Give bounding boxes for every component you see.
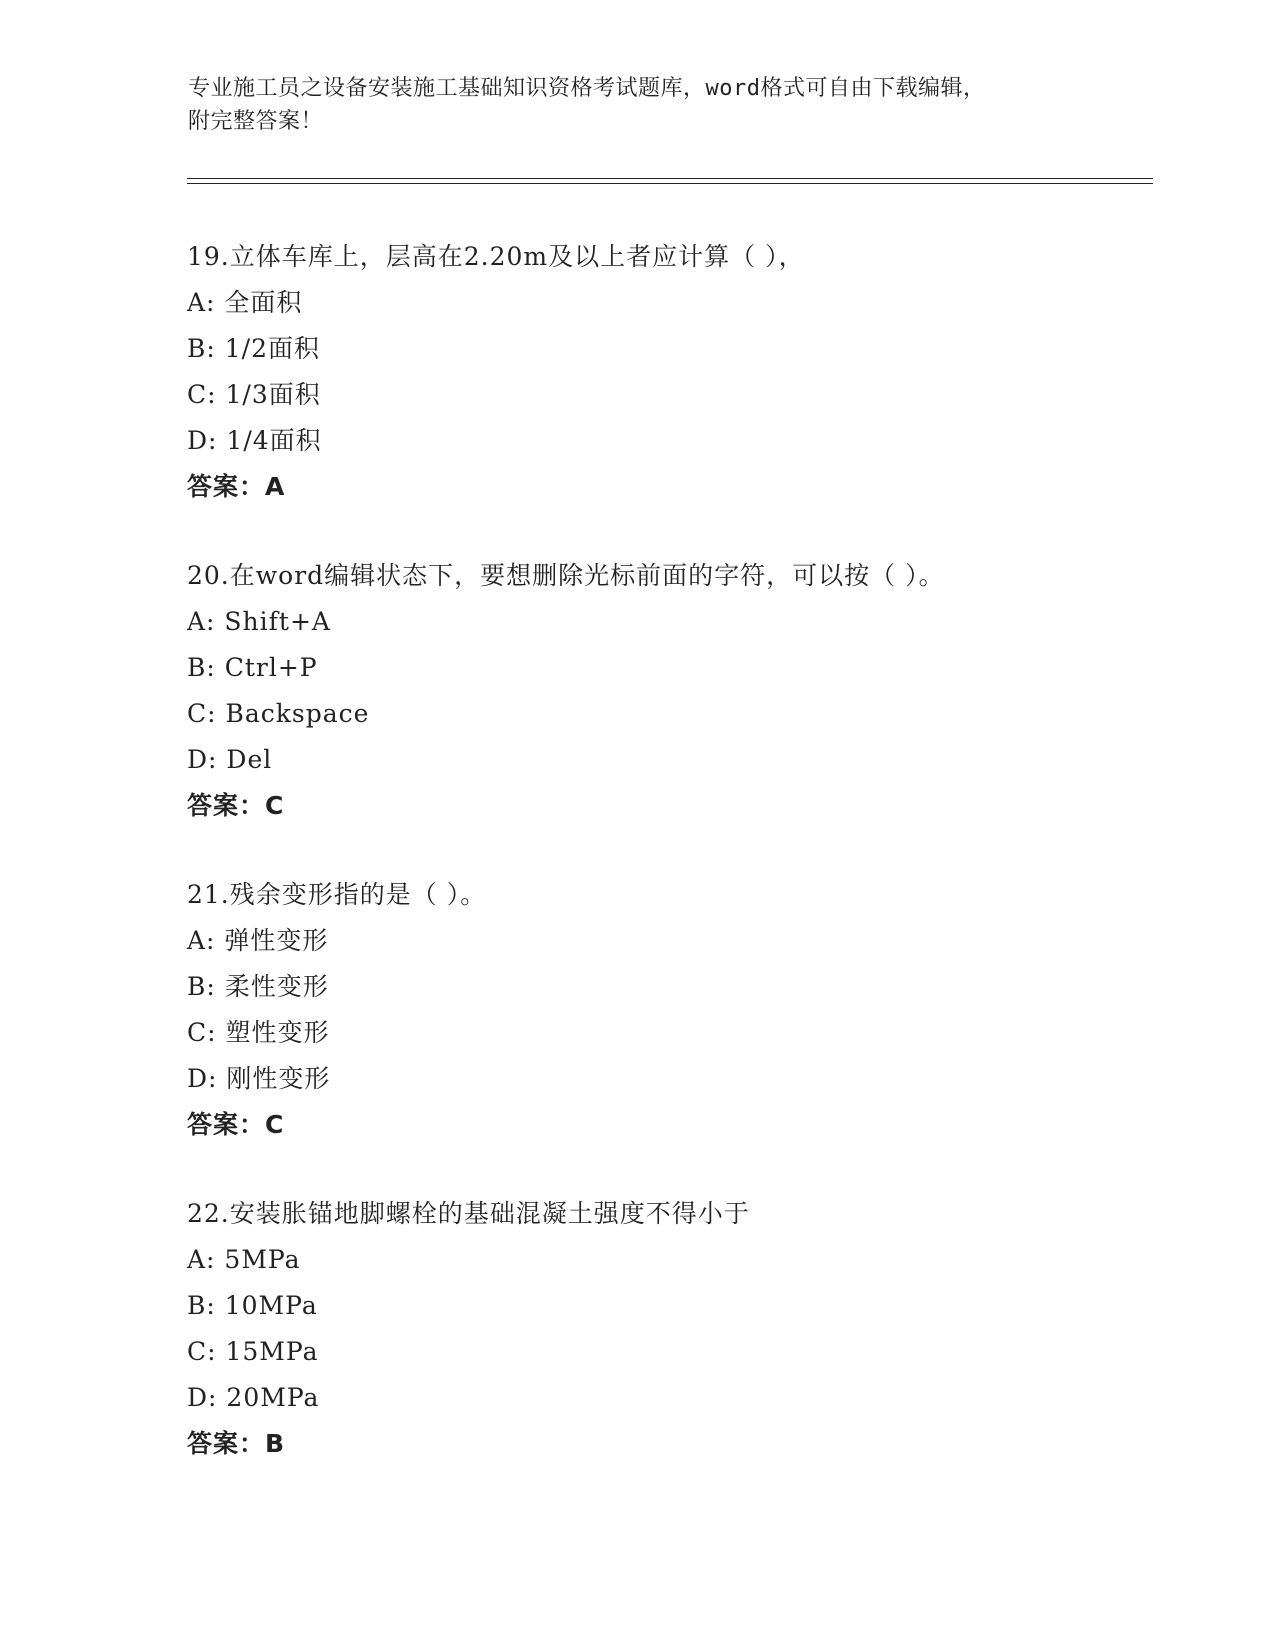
option-c: C: 15MPa [187,1337,319,1366]
answer: 答案：A [187,472,286,501]
answer: 答案：C [187,1110,285,1139]
header-title-line-2: 附完整答案！ [188,109,324,134]
question-21 [187,872,1167,1148]
question-title: 20.在word编辑状态下，要想删除光标前面的字符，可以按（ ）。 [187,561,945,590]
option-c: C: Backspace [187,699,370,728]
answer: 答案：B [187,1429,286,1458]
option-a: A: 全面积 [187,288,303,317]
question-20 [187,553,1167,829]
option-b: B: 柔性变形 [187,972,329,1001]
option-a: A: 弹性变形 [187,926,329,955]
question-title: 21.残余变形指的是（ ）。 [187,880,487,909]
option-b: B: 1/2面积 [187,334,320,363]
option-c: C: 塑性变形 [187,1018,330,1047]
question-19 [187,234,1167,510]
answer: 答案：C [187,791,285,820]
option-b: B: Ctrl+P [187,653,318,682]
option-d: D: 刚性变形 [187,1064,331,1093]
option-d: D: 1/4面积 [187,426,322,455]
option-b: B: 10MPa [187,1291,318,1320]
document-header [188,72,1068,138]
option-c: C: 1/3面积 [187,380,321,409]
question-22 [187,1191,1167,1467]
header-title-line-1: 专业施工员之设备安装施工基础知识资格考试题库，word格式可自由下载编辑， [188,76,986,101]
question-title: 19.立体车库上，层高在2.20m及以上者应计算（ ）， [187,242,805,271]
header-divider-top [187,178,1153,179]
option-d: D: Del [187,745,273,774]
option-a: A: Shift+A [187,607,331,636]
header-divider-bottom [187,183,1153,184]
option-d: D: 20MPa [187,1383,320,1412]
question-title: 22.安装胀锚地脚螺栓的基础混凝土强度不得小于 [187,1199,750,1228]
option-a: A: 5MPa [187,1245,301,1274]
